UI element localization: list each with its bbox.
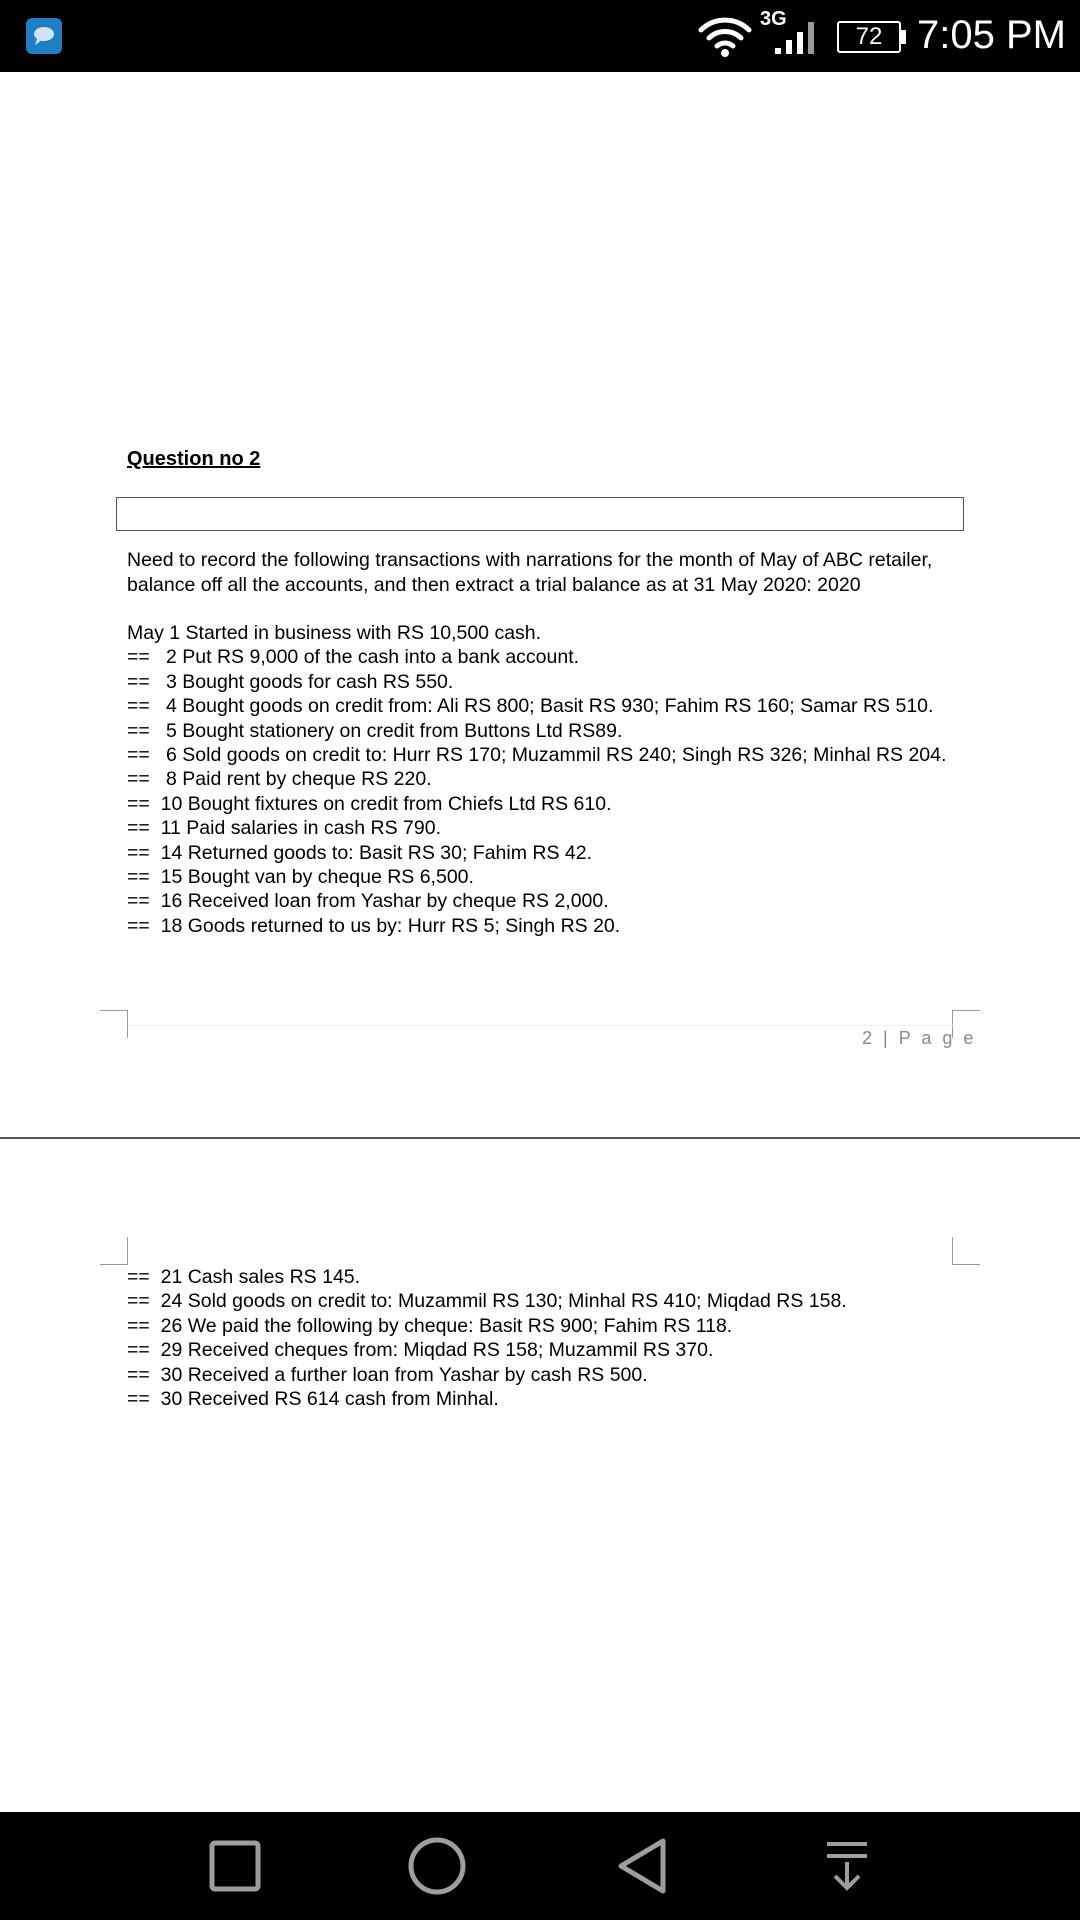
transaction-line: == 14 Returned goods to: Basit RS 30; Fahim RS 42. — [127, 841, 593, 864]
transaction-line: == 2 Put RS 9,000 of the cash into a bank account. — [127, 646, 580, 669]
transaction-line: == 16 Received loan from Yashar by cheque RS 2,000. — [127, 890, 609, 913]
wifi-icon — [697, 14, 753, 63]
transaction-list-continued — [127, 1265, 987, 1411]
network-type-label: 3G — [760, 8, 787, 30]
transaction-line: == 18 Goods returned to us by: Hurr RS 5; Singh RS 20. — [127, 914, 621, 937]
transaction-line: == 30 Received a further loan from Yashar by cash RS 500. — [127, 1363, 648, 1386]
empty-text-box — [116, 497, 964, 531]
back-button[interactable] — [588, 1812, 698, 1920]
transaction-line: == 10 Bought fixtures on credit from Chiefs Ltd RS 610. — [127, 792, 612, 815]
transaction-line: == 11 Paid salaries in cash RS 790. — [127, 817, 441, 840]
transaction-line: == 5 Bought stationery on credit from Buttons Ltd RS89. — [127, 719, 623, 742]
recents-button[interactable] — [180, 1812, 290, 1920]
transaction-line: == 24 Sold goods on credit to: Muzammil RS 130; Minhal RS 410; Miqdad RS 158. — [127, 1290, 847, 1313]
question-intro: Need to record the following transactions with narrations for the month of May of ABC retailer, balance off all the accounts, and then extract a trial balance as at 31 May 2020: 2020 — [127, 549, 933, 596]
transaction-line: May 1 Started in business with RS 10,500 cash. — [127, 622, 542, 644]
question-title: Question no 2 — [127, 448, 261, 470]
page-number: 2 | P a g e — [862, 1028, 977, 1048]
transaction-line: == 30 Received RS 614 cash from Minhal. — [127, 1388, 499, 1411]
transaction-line: == 3 Bought goods for cash RS 550. — [127, 670, 454, 693]
clock: 7:05 PM — [917, 13, 1066, 57]
footer-rule — [128, 1025, 953, 1026]
transaction-line: == 8 Paid rent by cheque RS 220. — [127, 768, 432, 791]
battery-nub — [901, 30, 906, 44]
margin-corner-mark — [952, 1237, 980, 1265]
battery-icon — [837, 21, 901, 53]
navigation-bar — [0, 1812, 1080, 1920]
margin-corner-mark — [100, 1010, 128, 1038]
transaction-line: == 4 Bought goods on credit from: Ali RS 800; Basit RS 930; Fahim RS 160; Samar RS 510. — [127, 695, 934, 718]
status-bar — [0, 0, 1080, 72]
circle-icon — [406, 1835, 468, 1897]
margin-corner-mark — [100, 1237, 128, 1265]
battery-level: 72 — [855, 23, 883, 50]
messaging-app-icon — [26, 18, 62, 54]
signal-icon — [773, 18, 821, 63]
transaction-line: == 6 Sold goods on credit to: Hurr RS 170; Muzammil RS 240; Singh RS 326; Minhal RS 204. — [127, 744, 947, 767]
transaction-list — [127, 621, 987, 938]
transaction-line: == 21 Cash sales RS 145. — [127, 1266, 361, 1288]
transaction-line: == 15 Bought van by cheque RS 6,500. — [127, 866, 474, 889]
transaction-line: == 29 Received cheques from: Miqdad RS 158; Muzammil RS 370. — [127, 1339, 714, 1362]
home-button[interactable] — [382, 1812, 492, 1920]
back-triangle-icon — [615, 1836, 671, 1896]
square-icon — [207, 1838, 263, 1894]
notifications-button[interactable] — [792, 1812, 902, 1920]
transaction-line: == 26 We paid the following by cheque: Basit RS 900; Fahim RS 118. — [127, 1314, 733, 1337]
page-separator — [0, 1137, 1080, 1139]
pull-down-icon — [823, 1838, 871, 1894]
